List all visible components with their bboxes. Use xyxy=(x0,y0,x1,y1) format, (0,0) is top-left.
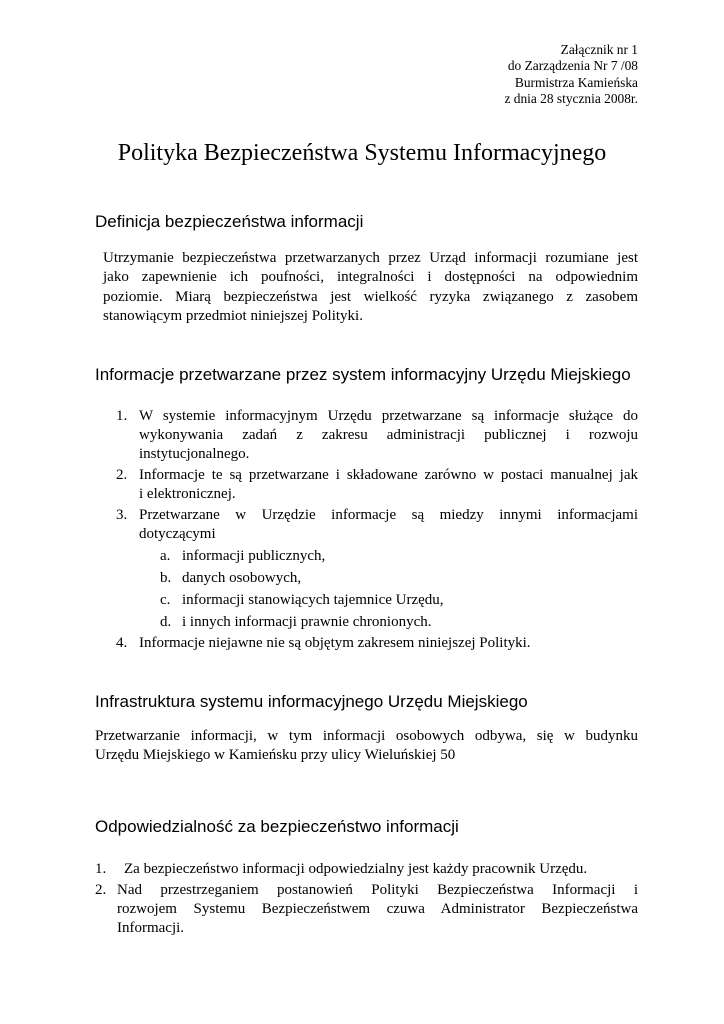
sub-list-text: informacji stanowiących tajemnice Urzędu, xyxy=(182,592,444,608)
sub-list-text: danych osobowych, xyxy=(182,570,302,586)
sub-list-letter: b. xyxy=(160,570,172,586)
section-heading-responsibility: Odpowiedzialność za bezpieczeństwo informacji xyxy=(95,817,459,836)
list-item-line: Nad przestrzeganiem postanowień Polityki Bezpieczeństwa Informacji i xyxy=(117,882,638,898)
sub-list-item xyxy=(160,547,580,566)
list-item xyxy=(116,466,638,504)
list-item xyxy=(116,407,638,464)
section-heading-infrastructure: Infrastruktura systemu informacyjnego Urzędu Miejskiego xyxy=(95,692,528,711)
list-number: 3. xyxy=(116,507,128,523)
paragraph-line: poziomie. Miarą bezpieczeństwa jest wielkość ryzyka związanego z zasobem xyxy=(103,288,638,305)
list-item xyxy=(116,634,638,653)
list-item-line: rozwojem Systemu Bezpieczeństwem czuwa Administrator Bezpieczeństwa xyxy=(117,901,638,917)
list-number: 4. xyxy=(116,635,128,651)
list-number: 1. xyxy=(116,408,128,424)
sub-list-item xyxy=(160,591,580,610)
list-item-line: Informacji. xyxy=(117,920,185,936)
paragraph-line: stanowiącym przedmiot niniejszej Polityki. xyxy=(103,307,363,324)
definition-paragraph xyxy=(103,249,638,326)
section-heading-information: Informacje przetwarzane przez system informacyjny Urzędu Miejskiego xyxy=(95,365,631,384)
document-title: Polityka Bezpieczeństwa Systemu Informacyjnego xyxy=(117,140,607,166)
list-item-line: Informacje niejawne nie są objętym zakresem niniejszej Polityki. xyxy=(139,635,531,651)
sub-list-text: i innych informacji prawnie chronionych. xyxy=(182,614,432,630)
paragraph-line: Urzędu Miejskiego w Kamieńsku przy ulicy Wieluńskiej 50 xyxy=(95,747,456,764)
list-number: 1. xyxy=(95,861,107,877)
list-item xyxy=(116,506,638,544)
paragraph-line: jako zapewnienie ich poufności, integralności i dostępności na odpowiednim xyxy=(103,269,638,286)
paragraph-line: Utrzymanie bezpieczeństwa przetwarzanych przez Urząd informacji rozumiane jest xyxy=(103,250,638,266)
sub-list-letter: a. xyxy=(160,548,171,564)
paragraph-line: Przetwarzanie informacji, w tym informacji osobowych odbywa, się w budynku xyxy=(95,728,638,744)
sub-list-text: informacji publicznych, xyxy=(182,548,326,564)
annex-line: do Zarządzenia Nr 7 /08 xyxy=(507,58,638,74)
annex-line: z dnia 28 stycznia 2008r. xyxy=(504,90,638,106)
infrastructure-paragraph xyxy=(95,727,638,766)
annex-line: Burmistrza Kamieńska xyxy=(514,74,638,90)
list-item-line: Informacje te są przetwarzane i składowane zarówno w postaci manualnej jak xyxy=(139,467,638,483)
list-number: 2. xyxy=(95,882,107,898)
list-item-line: Za bezpieczeństwo informacji odpowiedzialny jest każdy pracownik Urzędu. xyxy=(124,861,588,877)
list-item xyxy=(95,881,638,938)
list-number: 2. xyxy=(116,467,128,483)
annex-note xyxy=(504,42,638,107)
annex-line: Załącznik nr 1 xyxy=(560,42,638,57)
list-item-line: wykonywania zadań z zakresu administracji publicznej i rozwoju xyxy=(139,427,638,443)
sub-list-letter: d. xyxy=(160,614,172,630)
list-item-line: dotyczącymi xyxy=(139,526,216,542)
list-item-line: W systemie informacyjnym Urzędu przetwarzane są informacje służące do xyxy=(139,408,638,424)
sub-list-letter: c. xyxy=(160,592,171,608)
list-item xyxy=(95,860,638,879)
list-item-line: instytucjonalnego. xyxy=(139,446,250,462)
list-item-line: Przetwarzane w Urzędzie informacje są miedzy innymi informacjami xyxy=(139,507,638,523)
list-item-line: i elektronicznej. xyxy=(139,486,236,502)
sub-list-item xyxy=(160,569,580,588)
section-heading-definition: Definicja bezpieczeństwa informacji xyxy=(95,212,364,231)
sub-list-item xyxy=(160,613,580,632)
